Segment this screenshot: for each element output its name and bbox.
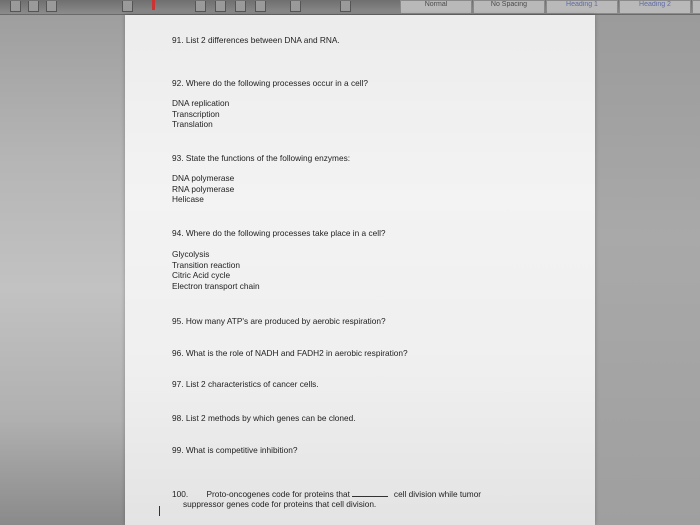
shading-icon[interactable] — [340, 1, 351, 12]
align-icon[interactable] — [10, 1, 21, 12]
list-item: Transcription — [172, 108, 220, 119]
align-center-icon[interactable] — [215, 1, 226, 12]
question-94: 94. Where do the following processes take place in a cell? — [172, 228, 386, 238]
list-item: Glycolysis — [172, 249, 210, 259]
question-98: 98. List 2 methods by which genes can be cloned. — [172, 413, 356, 423]
justify-icon[interactable] — [255, 1, 266, 12]
line-spacing-icon[interactable] — [290, 1, 301, 12]
list-item: Citric Acid cycle — [172, 270, 231, 280]
list-item: DNA polymerase — [172, 173, 235, 183]
question-92-list — [172, 98, 229, 130]
style-title[interactable] — [692, 0, 700, 14]
align-right-icon[interactable] — [235, 1, 246, 12]
question-100-line2: suppressor genes code for proteins that cell division. — [183, 499, 377, 509]
list-item: Transition reaction — [172, 259, 240, 270]
list-item: RNA polymerase — [172, 183, 235, 194]
format-icon[interactable] — [122, 1, 133, 12]
question-97: 97. List 2 characteristics of cancer cells. — [172, 379, 319, 389]
font-color-icon[interactable] — [152, 0, 155, 10]
style-no-spacing[interactable]: No Spacing — [473, 0, 545, 14]
align-left-icon[interactable] — [195, 1, 206, 12]
question-96: 96. What is the role of NADH and FADH2 in aerobic respiration? — [172, 348, 408, 358]
question-92: 92. Where do the following processes occur in a cell? — [172, 78, 369, 88]
style-normal[interactable]: Normal — [400, 0, 472, 14]
background-window-right — [595, 0, 700, 525]
style-heading-2[interactable]: Heading 2 — [619, 0, 691, 14]
list-item: Electron transport chain — [172, 280, 260, 291]
question-93-list — [172, 173, 234, 205]
text-cursor — [159, 506, 160, 516]
question-94-list — [172, 249, 260, 291]
background-window-left — [0, 0, 125, 525]
format-icon[interactable] — [46, 1, 57, 12]
question-93: 93. State the functions of the following enzymes: — [172, 153, 351, 163]
list-item: Helicase — [172, 194, 204, 204]
list-item: DNA replication — [172, 98, 230, 108]
list-item: Translation — [172, 119, 213, 129]
align-icon[interactable] — [28, 1, 39, 12]
question-95: 95. How many ATP's are produced by aerobic respiration? — [172, 316, 386, 326]
word-ribbon — [0, 0, 700, 15]
document-page[interactable] — [125, 15, 595, 525]
question-100 — [172, 489, 481, 499]
question-100-text-cont: cell division while tumor — [393, 489, 482, 499]
fill-in-blank[interactable] — [352, 496, 388, 497]
question-100-text: Proto-oncogenes code for proteins that — [206, 489, 350, 499]
question-99: 99. What is competitive inhibition? — [172, 445, 298, 455]
question-91: 91. List 2 differences between DNA and RNA. — [172, 35, 340, 45]
question-100-number: 100. — [172, 489, 189, 499]
style-heading-1[interactable]: Heading 1 — [546, 0, 618, 14]
